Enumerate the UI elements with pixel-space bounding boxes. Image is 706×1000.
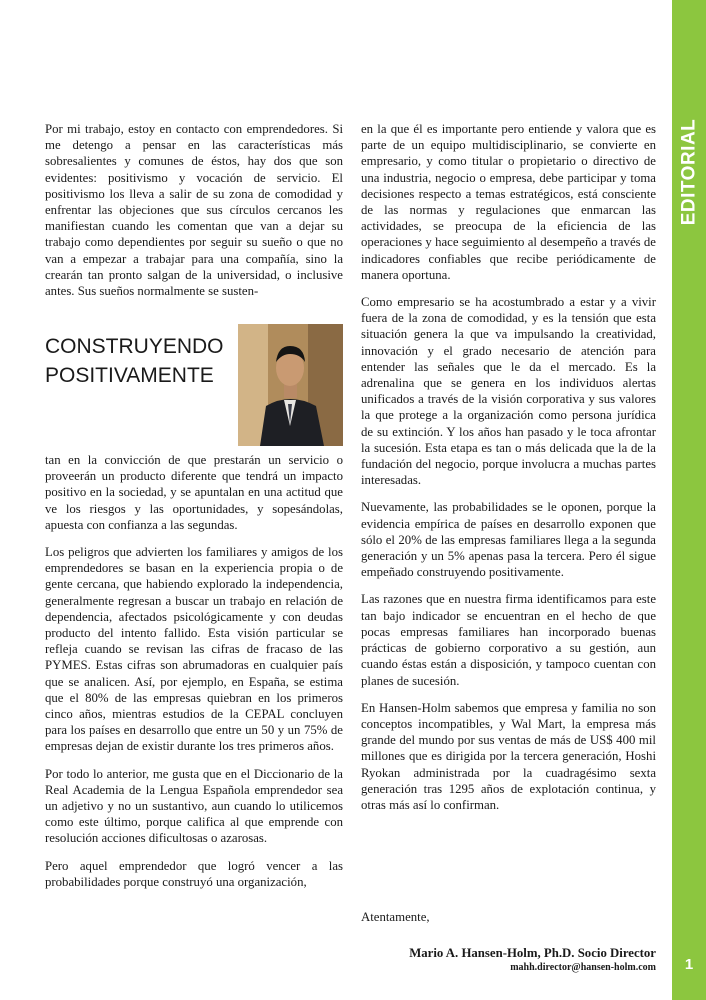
left-column-bottom [45,452,343,901]
headline-line-2: POSITIVAMENTE [45,364,214,387]
paragraph: tan en la convicción de que prestarán un servicio o proveerán un producto diferente que tendrá un impacto positivo en la sociedad, y se apuntalan en una actitud que ve los riesgos y las oportunidades, y sopesándolas, apuesta con confianza a las segundas. [45,453,343,532]
paragraph: En Hansen-Holm sabemos que empresa y familia no son conceptos incompatibles, y Wal Mart, la empresa más grande del mundo por sus ventas de más de US$ 400 mil millones que es dirigida por la tercera generación, Hoshi Ryokan administrada por la cuadragésimo sexta generación tras 1295 años de explotación continua, y otras más así lo confirman. [361,700,656,812]
headline-line-1: CONSTRUYENDO [45,335,224,358]
paragraph: Por todo lo anterior, me gusta que en el Diccionario de la Real Academia de la Lengua Española emprendedor sea un adjetivo y no un sustantivo, aun cuando lo utilicemos como este último, porque califica al que emprende con resolución acciones dificultosas o azarosas. [45,766,343,846]
author-portrait [238,324,343,446]
headline-block [45,324,343,446]
paragraph: Por mi trabajo, estoy en contacto con emprendedores. Si me detengo a pensar en las características más sobresalientes y comunes de éstos, hay dos que son evidentes: positivismo y vocación de servicio. El positivismo los lleva a salir de su zona de comodidad y enfrentar las objeciones que sus círculos cercanos les manifiestan cuando les comentan que van a dejar su trabajo como dependientes por seguir su sueño o que no van a empezar a trabajar para una compañía, sino la crearán tan pronto salgan de la universidad, o inclusive antes. Sus sueños normalmente se susten- [45,122,343,299]
paragraph: Como empresario se ha acostumbrado a estar y a vivir fuera de la zona de comodidad, y es la tensión que esta situación genera la que va impulsando la creatividad, innovación y el grado necesario de atención para entender las señales que le da el mercado. Es la adrenalina que se genera en los individuos alertas unificados a través de la visión corporativa y sus valores la que protege a la organización como persona jurídica de su extinción. Y los años han pasado y le toca afrontar la sucesión. Esta etapa es tan o más delicada que la de la fundación del negocio, porque involucra a muchas partes interesadas. [361,295,656,488]
paragraph: en la que él es importante pero entiende y valora que es parte de un equipo multidisciplinario, se convierte en empresario, y como titular o propietario o directivo de una industria, negocio o empresa, debe participar y toma decisiones respecto a temas estratégicos, está consciente de las normas y regulaciones que enmarcan las actividades, se preocupa de la eficiencia de las operaciones y hace seguimiento al desempeño a través de indicadores confiables que recibe periódicamente de manera oportuna. [361,122,656,282]
closing-salutation: Atentamente, [361,910,430,924]
section-label [672,112,706,232]
signature-block [361,946,656,974]
paragraph: Los peligros que advierten los familiares y amigos de los emprendedores se basan en la experiencia propia o de gente cercana, que habiendo explorado la independencia, generalmente regresan a buscar un trabajo en relación de dependencia, afectados psicológicamente y con deudas producto del intento fallido. Esta visión particular se refleja cuando se revisan las cifras de fracaso de las PYMES. Estas cifras son abrumadoras en cualquier país que se analicen. Así, por ejemplo, en España, se estima que el 80% de las empresas quiebran en los primeros cinco años, mientras estudios de la CEPAL concluyen para los países en desarrollo que entre un 50 y un 75% de empresas dejan de existir durante los tres primeros años. [45,545,343,754]
paragraph: Las razones que en nuestra firma identificamos para este tan bajo indicador se encuentran en el hecho de que pocas empresas familiares han incorporado buenas prácticas de gobierno corporativo a su gestión, aun cuando éstas están a disposición, y tampoco cuentan con planes de sucesión. [361,592,656,688]
signature-email[interactable]: mahh.director@hansen-holm.com [510,962,656,973]
paragraph: Pero aquel emprendedor que logró vencer a las probabilidades porque construyó una organización, [45,858,343,889]
signature-name: Mario A. Hansen-Holm, Ph.D. Socio Director [409,946,656,960]
right-column [361,121,656,824]
paragraph: Nuevamente, las probabilidades se le oponen, porque la evidencia empírica de países en desarrollo exponen que sólo el 20% de las empresas familiares llega a la segunda generación y un 5% apenas pasa la tercera. Pero él sigue empeñado construyendo positivamente. [361,500,656,580]
left-column-top [45,121,343,310]
section-label-text: EDITORIAL [678,118,700,226]
page-number: 1 [684,956,694,973]
author-portrait-image [238,324,343,446]
article-headline [45,332,235,390]
